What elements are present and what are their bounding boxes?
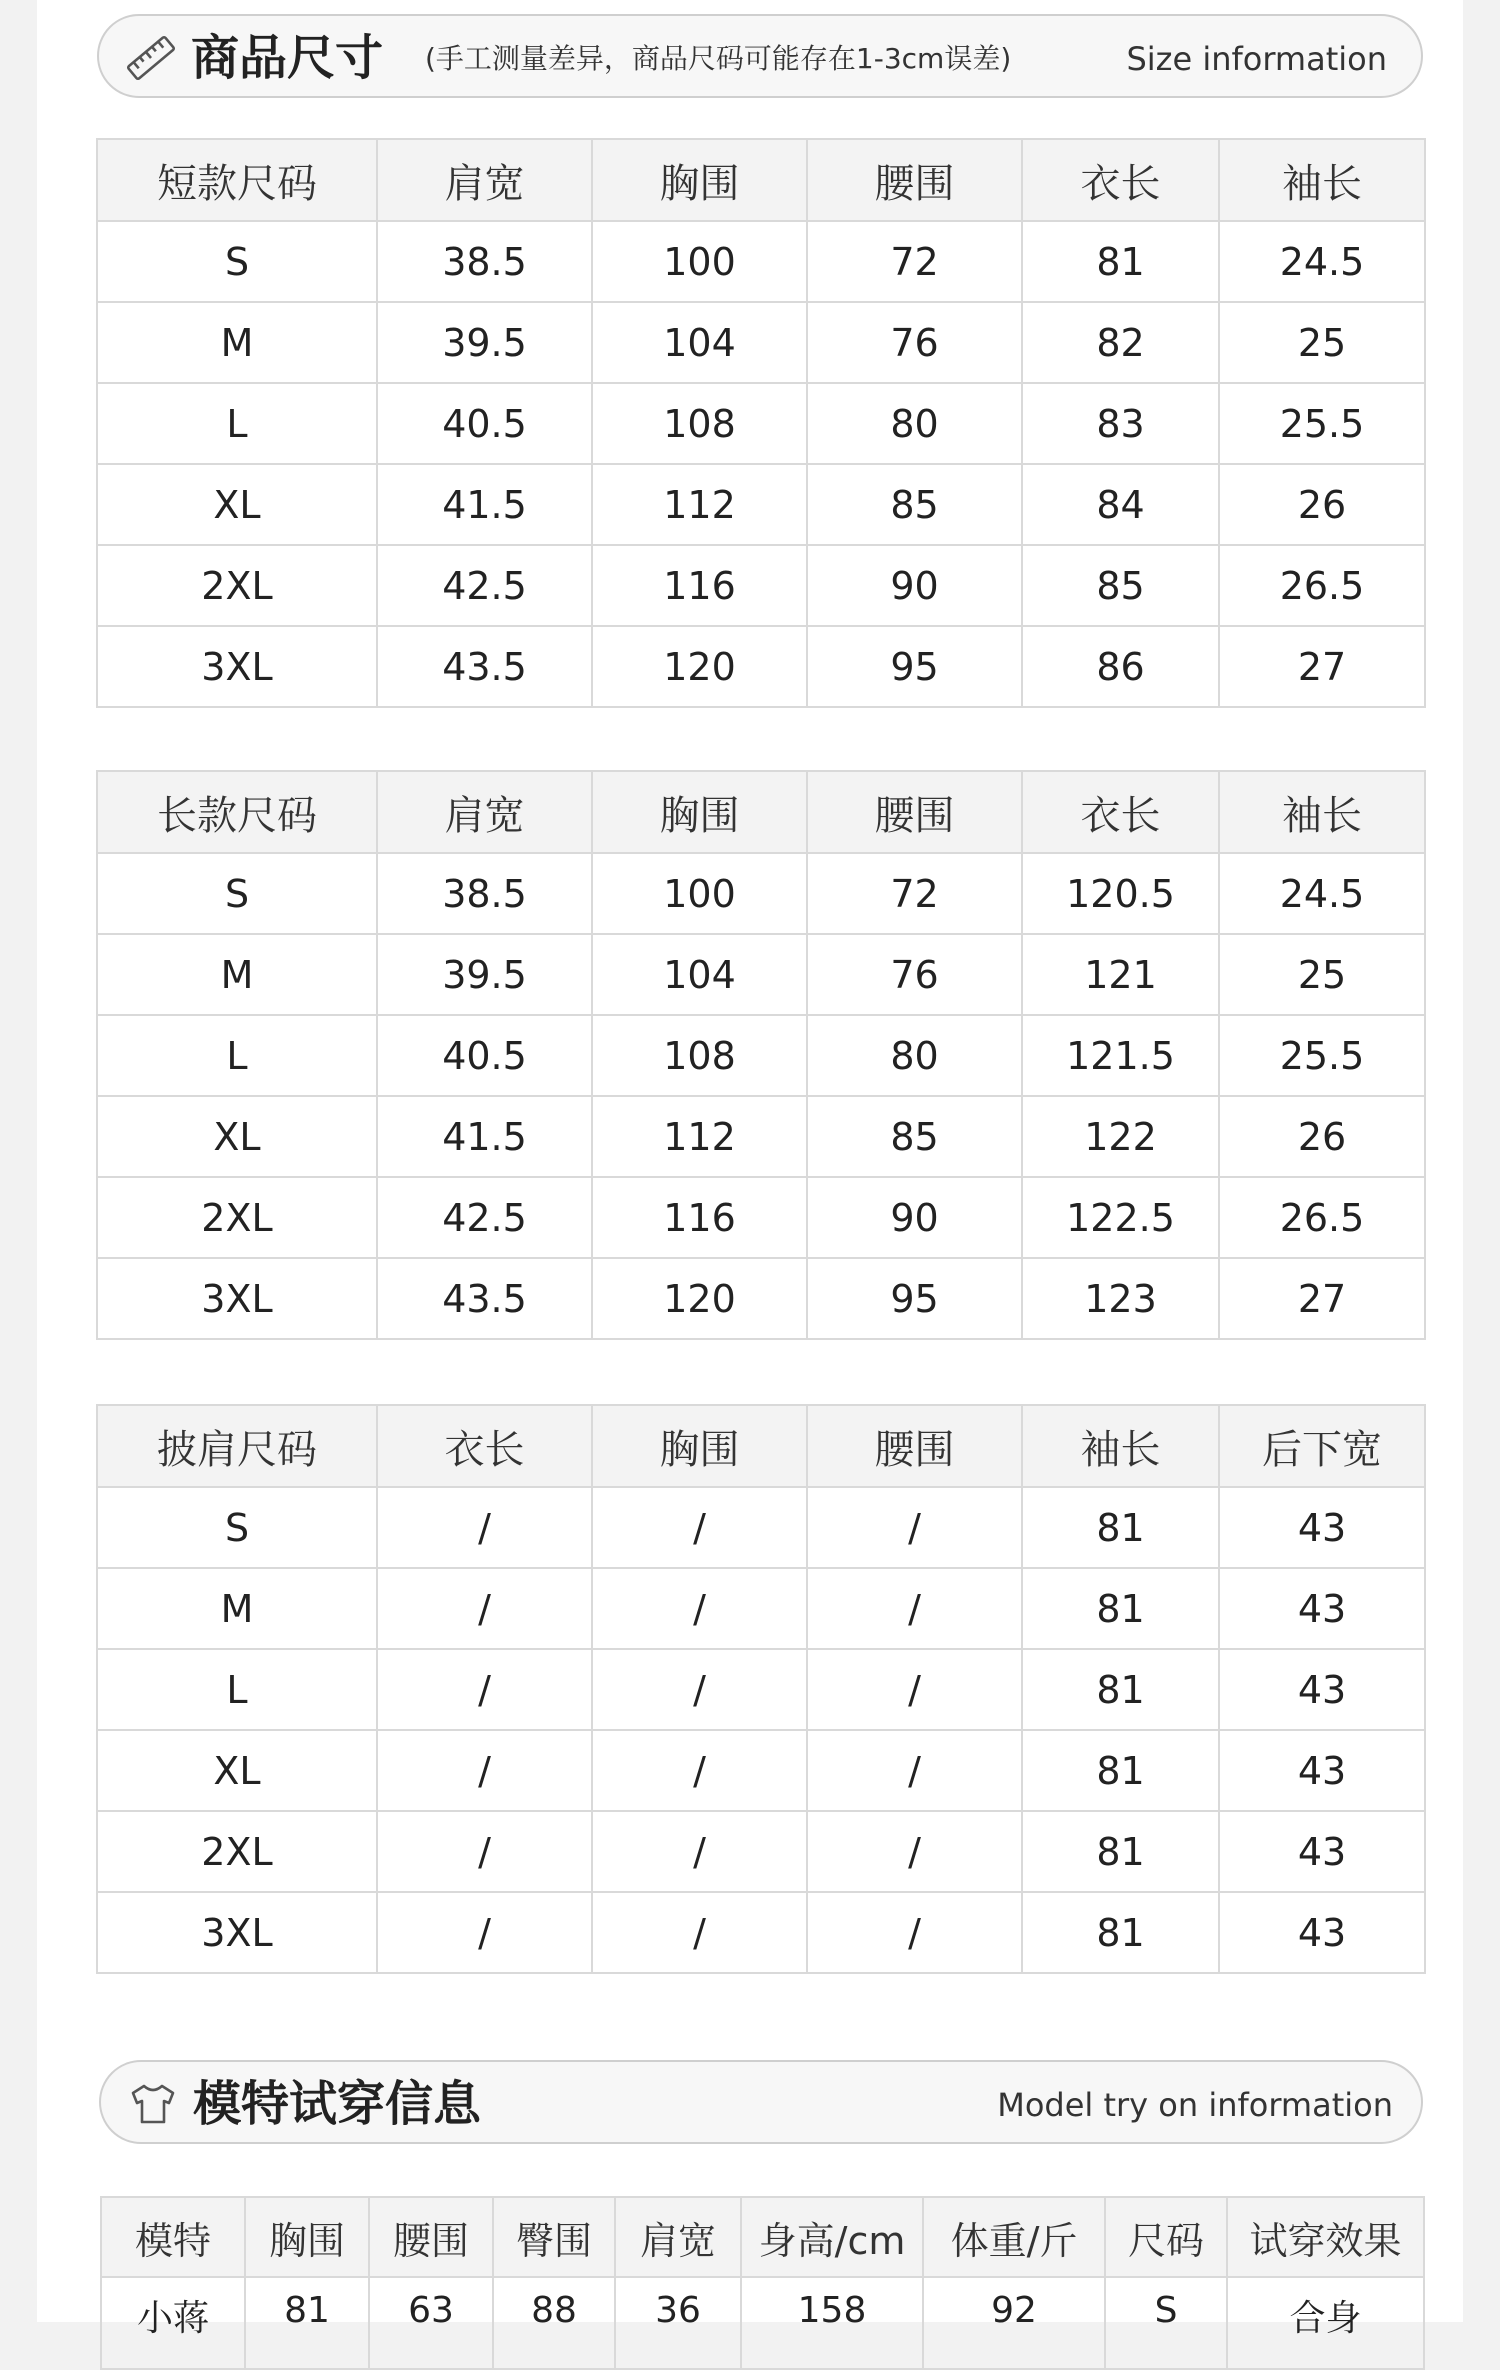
table-cell: XL — [97, 464, 377, 545]
table-row — [97, 1892, 1425, 1973]
table-cell: 85 — [1022, 545, 1219, 626]
table-cell: 43 — [1219, 1487, 1425, 1568]
column-header: 臀围 — [493, 2197, 615, 2277]
table-row — [97, 626, 1425, 707]
column-header: 后下宽 — [1219, 1405, 1425, 1487]
table-cell: 90 — [807, 545, 1022, 626]
table-cell: / — [377, 1892, 592, 1973]
table-cell: 3XL — [97, 626, 377, 707]
table-cell: 92 — [923, 2277, 1105, 2369]
table-cell: 39.5 — [377, 934, 592, 1015]
table-cell: 104 — [592, 302, 807, 383]
table-cell: 24.5 — [1219, 853, 1425, 934]
column-header: 腰围 — [807, 771, 1022, 853]
cape-size-table — [96, 1404, 1426, 1974]
size-section-header — [97, 14, 1423, 98]
table-cell: / — [592, 1568, 807, 1649]
table-cell: 100 — [592, 853, 807, 934]
table-cell: 81 — [1022, 1811, 1219, 1892]
table-cell: 43 — [1219, 1811, 1425, 1892]
table-row — [97, 1649, 1425, 1730]
table-cell: / — [807, 1811, 1022, 1892]
table-cell: L — [97, 383, 377, 464]
table-cell: S — [97, 853, 377, 934]
column-header: 模特 — [101, 2197, 245, 2277]
table-cell: 116 — [592, 1177, 807, 1258]
column-header: 尺码 — [1105, 2197, 1227, 2277]
table-cell: / — [807, 1892, 1022, 1973]
table-row — [97, 1096, 1425, 1177]
ruler-icon — [125, 34, 177, 82]
table-cell: 26 — [1219, 464, 1425, 545]
column-header: 腰围 — [807, 1405, 1022, 1487]
table-cell: / — [807, 1730, 1022, 1811]
table-cell: 小蒋 — [101, 2277, 245, 2369]
table-cell: / — [807, 1649, 1022, 1730]
table-cell: 43 — [1219, 1730, 1425, 1811]
column-header: 袖长 — [1219, 139, 1425, 221]
table-cell: M — [97, 302, 377, 383]
table-cell: 86 — [1022, 626, 1219, 707]
table-row — [97, 934, 1425, 1015]
table-cell: 88 — [493, 2277, 615, 2369]
table-cell: 121.5 — [1022, 1015, 1219, 1096]
table-cell: 158 — [741, 2277, 923, 2369]
table-cell: 81 — [245, 2277, 369, 2369]
table-row — [97, 853, 1425, 934]
column-header: 衣长 — [377, 1405, 592, 1487]
column-header: 肩宽 — [615, 2197, 741, 2277]
table-cell: 100 — [592, 221, 807, 302]
table-cell: 38.5 — [377, 221, 592, 302]
table-cell: 80 — [807, 383, 1022, 464]
column-header: 体重/斤 — [923, 2197, 1105, 2277]
column-header: 袖长 — [1022, 1405, 1219, 1487]
table-cell: 104 — [592, 934, 807, 1015]
table-cell: 85 — [807, 1096, 1022, 1177]
table-cell: 116 — [592, 545, 807, 626]
short-size-table — [96, 138, 1426, 708]
column-header: 长款尺码 — [97, 771, 377, 853]
table-cell: 26.5 — [1219, 545, 1425, 626]
table-cell: S — [97, 1487, 377, 1568]
table-cell: 42.5 — [377, 1177, 592, 1258]
table-row — [97, 302, 1425, 383]
column-header: 衣长 — [1022, 771, 1219, 853]
table-cell: 43.5 — [377, 1258, 592, 1339]
table-cell: 26 — [1219, 1096, 1425, 1177]
table-cell: 42.5 — [377, 545, 592, 626]
table-cell: XL — [97, 1096, 377, 1177]
table-cell: / — [592, 1811, 807, 1892]
column-header: 胸围 — [592, 139, 807, 221]
table-cell: 2XL — [97, 1811, 377, 1892]
table-row — [97, 545, 1425, 626]
table-cell: 40.5 — [377, 383, 592, 464]
table-cell: 81 — [1022, 1487, 1219, 1568]
table-cell: 95 — [807, 626, 1022, 707]
column-header: 试穿效果 — [1227, 2197, 1424, 2277]
table-cell: 43 — [1219, 1568, 1425, 1649]
tshirt-icon — [127, 2080, 179, 2128]
table-row — [97, 1177, 1425, 1258]
table-cell: / — [377, 1487, 592, 1568]
table-cell: / — [377, 1811, 592, 1892]
table-cell: 27 — [1219, 1258, 1425, 1339]
column-header: 身高/cm — [741, 2197, 923, 2277]
size-section-note: (手工测量差异，商品尺码可能存在1-3cm误差) — [425, 42, 1012, 75]
table-cell: 123 — [1022, 1258, 1219, 1339]
size-section-en: Size information — [1126, 40, 1387, 78]
table-cell: / — [592, 1487, 807, 1568]
table-cell: 122.5 — [1022, 1177, 1219, 1258]
table-cell: S — [97, 221, 377, 302]
table-cell: 80 — [807, 1015, 1022, 1096]
table-header-row — [97, 1405, 1425, 1487]
table-row — [97, 464, 1425, 545]
table-cell: 72 — [807, 853, 1022, 934]
table-cell: 108 — [592, 383, 807, 464]
table-header-row — [97, 139, 1425, 221]
table-cell: / — [807, 1487, 1022, 1568]
table-cell: 2XL — [97, 545, 377, 626]
table-cell: 112 — [592, 464, 807, 545]
table-cell: 81 — [1022, 221, 1219, 302]
table-cell: 81 — [1022, 1568, 1219, 1649]
table-row — [97, 1487, 1425, 1568]
table-cell: 合身 — [1227, 2277, 1424, 2369]
table-row — [97, 1730, 1425, 1811]
table-cell: 83 — [1022, 383, 1219, 464]
size-section-title: 商品尺寸 — [191, 30, 384, 86]
table-cell: 25 — [1219, 302, 1425, 383]
table-row — [97, 221, 1425, 302]
table-cell: / — [592, 1730, 807, 1811]
table-cell: 108 — [592, 1015, 807, 1096]
model-section-title: 模特试穿信息 — [193, 2076, 482, 2132]
table-cell: / — [377, 1730, 592, 1811]
table-cell: 43 — [1219, 1892, 1425, 1973]
table-cell: 120.5 — [1022, 853, 1219, 934]
table-cell: 72 — [807, 221, 1022, 302]
column-header: 肩宽 — [377, 139, 592, 221]
model-info-table — [100, 2196, 1425, 2370]
table-cell: 41.5 — [377, 1096, 592, 1177]
table-cell: / — [377, 1568, 592, 1649]
page — [37, 0, 1463, 2339]
table-cell: XL — [97, 1730, 377, 1811]
table-cell: 41.5 — [377, 464, 592, 545]
table-cell: 82 — [1022, 302, 1219, 383]
long-size-table — [96, 770, 1426, 1340]
column-header: 胸围 — [245, 2197, 369, 2277]
column-header: 肩宽 — [377, 771, 592, 853]
table-cell: 120 — [592, 626, 807, 707]
table-cell: 25.5 — [1219, 383, 1425, 464]
table-cell: 2XL — [97, 1177, 377, 1258]
table-cell: 3XL — [97, 1258, 377, 1339]
table-cell: / — [592, 1892, 807, 1973]
table-header-row — [97, 771, 1425, 853]
table-cell: L — [97, 1015, 377, 1096]
table-row — [97, 1811, 1425, 1892]
table-cell: 26.5 — [1219, 1177, 1425, 1258]
table-cell: 112 — [592, 1096, 807, 1177]
table-cell: 81 — [1022, 1892, 1219, 1973]
model-section-en: Model try on information — [997, 2086, 1393, 2124]
table-cell: 81 — [1022, 1649, 1219, 1730]
table-cell: 40.5 — [377, 1015, 592, 1096]
column-header: 衣长 — [1022, 139, 1219, 221]
table-cell: / — [377, 1649, 592, 1730]
table-cell: 3XL — [97, 1892, 377, 1973]
table-cell: 122 — [1022, 1096, 1219, 1177]
column-header: 披肩尺码 — [97, 1405, 377, 1487]
table-row — [101, 2277, 1424, 2369]
table-cell: / — [807, 1568, 1022, 1649]
table-cell: 25 — [1219, 934, 1425, 1015]
column-header: 腰围 — [807, 139, 1022, 221]
table-row — [97, 1015, 1425, 1096]
table-cell: 90 — [807, 1177, 1022, 1258]
table-cell: 120 — [592, 1258, 807, 1339]
table-cell: 81 — [1022, 1730, 1219, 1811]
table-cell: M — [97, 934, 377, 1015]
table-header-row — [101, 2197, 1424, 2277]
table-cell: 76 — [807, 934, 1022, 1015]
table-row — [97, 383, 1425, 464]
table-cell: 39.5 — [377, 302, 592, 383]
column-header: 袖长 — [1219, 771, 1425, 853]
table-cell: 27 — [1219, 626, 1425, 707]
table-cell: 76 — [807, 302, 1022, 383]
table-cell: 95 — [807, 1258, 1022, 1339]
table-cell: 63 — [369, 2277, 493, 2369]
table-cell: 24.5 — [1219, 221, 1425, 302]
table-cell: 84 — [1022, 464, 1219, 545]
table-row — [97, 1568, 1425, 1649]
table-cell: 36 — [615, 2277, 741, 2369]
column-header: 胸围 — [592, 771, 807, 853]
table-row — [97, 1258, 1425, 1339]
table-cell: M — [97, 1568, 377, 1649]
table-cell: 38.5 — [377, 853, 592, 934]
table-cell: 85 — [807, 464, 1022, 545]
table-cell: S — [1105, 2277, 1227, 2369]
table-cell: L — [97, 1649, 377, 1730]
model-section-header — [99, 2060, 1423, 2144]
table-cell: 25.5 — [1219, 1015, 1425, 1096]
table-cell: 43 — [1219, 1649, 1425, 1730]
column-header: 胸围 — [592, 1405, 807, 1487]
column-header: 腰围 — [369, 2197, 493, 2277]
table-cell: 43.5 — [377, 626, 592, 707]
column-header: 短款尺码 — [97, 139, 377, 221]
table-cell: 121 — [1022, 934, 1219, 1015]
table-cell: / — [592, 1649, 807, 1730]
